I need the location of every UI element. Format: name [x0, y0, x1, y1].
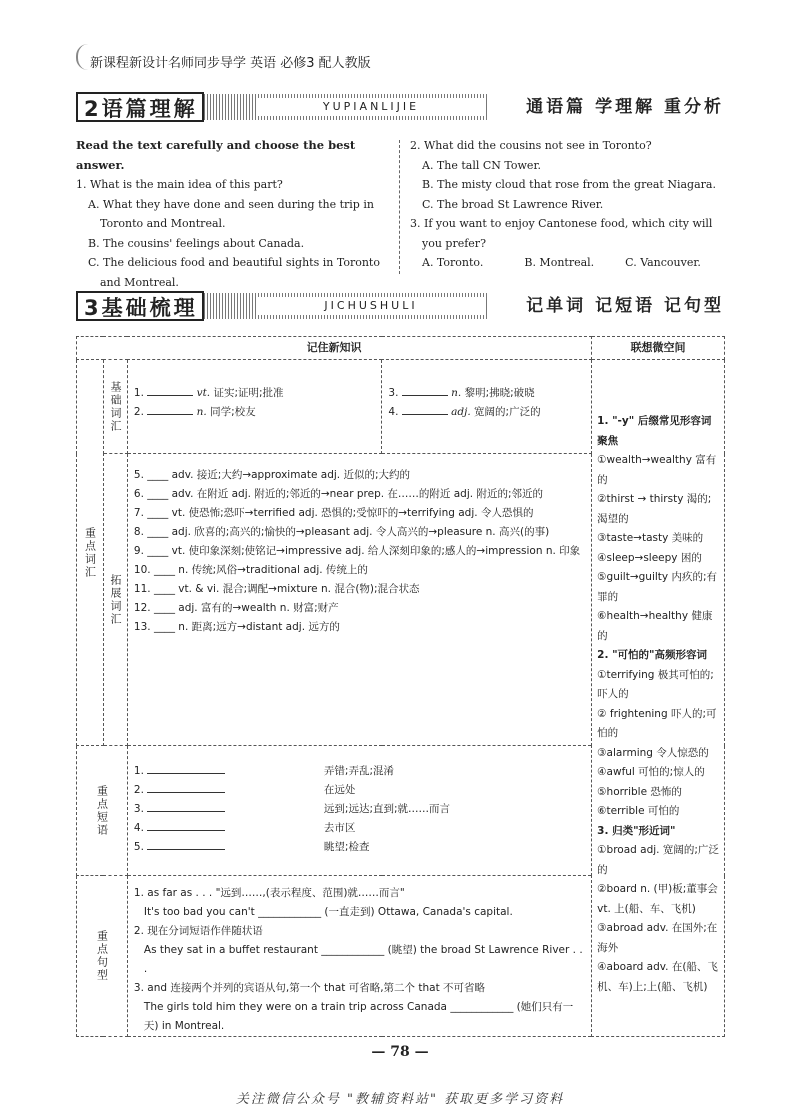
basic-item-2: 2. n. 同学;校友 [134, 403, 381, 422]
q1-option-c: C. The delicious food and beautiful sights in Toronto and Montreal. [88, 256, 380, 289]
section-2-pinyin: YUPIANLIJIE [256, 98, 486, 116]
phrase-item: 3. 远到;远达;直到;就……而言 [134, 800, 585, 819]
association-panel [592, 360, 725, 1037]
side-item: ⑤guilt→guilty 内疚的;有罪的 [597, 571, 717, 603]
basic-item-4: 4. adj. 宽阔的;广泛的 [388, 403, 591, 422]
ext-item: 6. ____ adv. 在附近 adj. 附近的;邻近的→near prep. 在……的附近 adj. 附近的;邻近的 [133, 488, 543, 500]
q2-option-b: B. The misty cloud that rose from the great Niagara. [422, 178, 716, 191]
section-2-label: 2语篇理解 [76, 92, 204, 122]
sentence-example-2: As they sat in a buffet restaurant ____________ (眺望) the broad St Lawrence River . . . [143, 944, 583, 975]
q1-option-b: B. The cousins' feelings about Canada. [88, 236, 305, 250]
sentence-example-1: It's too bad you can't ____________ (一直走到) Ottawa, Canada's capital. [143, 906, 513, 918]
side-item: ③alarming 令人惊恐的 [597, 746, 709, 759]
sub-ext-label: 拓展词汇 [108, 573, 122, 626]
group-vocab-label: 重点词汇 [83, 526, 97, 579]
q1-option-a: A. What they have done and seen during the trip in Toronto and Montreal. [88, 197, 374, 230]
ext-item: 5. ____ adv. 接近;大约→approximate adj. 近似的;大约的 [133, 469, 411, 481]
phrase-item: 4. 去市区 [134, 819, 585, 838]
header-bracket [76, 44, 88, 70]
ext-item: 7. ____ vt. 使恐怖;恐吓→terrified adj. 恐惧的;受惊吓的→terrifying adj. 令人恐惧的 [133, 507, 534, 519]
sentence-rule-3: 3. and 连接两个并列的宾语从句,第一个 that 可省略,第二个 that 不可省略 [133, 982, 486, 994]
question-3: 3. If you want to enjoy Cantonese food, which city will you prefer? [410, 217, 713, 250]
ext-vocab-list [127, 454, 591, 746]
section-2-banner [76, 92, 724, 122]
side-item: ①terrifying 极其可怕的;吓人的 [597, 668, 714, 700]
side-item: ④sleep→sleepy 困的 [597, 551, 702, 564]
side-item: ④awful 可怕的;惊人的 [597, 766, 705, 778]
section-3-pinyin: JICHUSHULI [256, 297, 486, 315]
q2-option-c: C. The broad St Lawrence River. [422, 197, 604, 211]
basic-item-3: 3. n. 黎明;拂晓;破晓 [388, 384, 591, 403]
phrase-item: 2. 在远处 [134, 781, 585, 800]
phrase-list [127, 746, 591, 876]
side-head-1: 1. "-y" 后缀常见形容词聚焦 [597, 415, 712, 447]
table-head-right: 联想微空间 [592, 337, 725, 360]
side-item: ④aboard adv. 在(船、飞机、车)上;上(船、飞机) [597, 961, 718, 993]
side-item: ⑥terrible 可怕的 [597, 805, 680, 817]
q3-option-a: A. Toronto. [422, 256, 484, 269]
knowledge-table [76, 336, 725, 1037]
group-phrase-label: 重点短语 [95, 784, 109, 837]
ext-item: 12. ____ adj. 富有的→wealth n. 财富;财产 [133, 602, 339, 614]
side-item: ⑥health→healthy 健康的 [597, 610, 713, 642]
q3-option-b: B. Montreal. [524, 256, 595, 269]
section-3-label: 3基础梳理 [76, 291, 204, 321]
book-title: 新课程新设计名师同步导学 英语 必修3 配人教版 [90, 56, 371, 71]
phrase-item: 5. 眺望;检查 [134, 838, 585, 857]
ext-item: 8. ____ adj. 欣喜的;高兴的;愉快的→pleasant adj. 令人高兴的→pleasure n. 高兴(的事) [133, 526, 550, 538]
sentence-rule-2: 2. 现在分词短语作伴随状语 [133, 925, 263, 937]
side-item: ③abroad adv. 在国外;在海外 [597, 922, 718, 954]
sentence-rule-1: 1. as far as . . . "远到……,(表示程度、范围)就……而言" [133, 887, 405, 899]
section-2-subtitle: 通语篇 学理解 重分析 [488, 94, 724, 120]
table-head-left: 记住新知识 [77, 337, 592, 360]
section-3-banner [76, 291, 724, 321]
ext-item: 13. ____ n. 距离;远方→distant adj. 远方的 [133, 621, 340, 633]
ext-item: 10. ____ n. 传统;风俗→traditional adj. 传统上的 [133, 564, 368, 576]
phrase-item: 1. 弄错;弄乱;混淆 [134, 762, 585, 781]
side-head-3: 3. 归类"形近词" [597, 824, 676, 837]
footer-note: 关注微信公众号 "教辅资料站" 获取更多学习资料 [235, 1092, 565, 1107]
side-item: ②thirst → thirsty 渴的;渴望的 [597, 493, 712, 525]
ext-item: 11. ____ vt. & vi. 混合;调配→mixture n. 混合(物);混合状态 [133, 583, 420, 595]
ext-item: 9. ____ vt. 使印象深刻;使铭记→impressive adj. 给人深刻印象的;感人的→impression n. 印象 [133, 545, 581, 557]
side-item: ② frightening 吓人的;可怕的 [597, 707, 717, 739]
q2-option-a: A. The tall CN Tower. [422, 158, 541, 172]
sentence-list [127, 876, 591, 1037]
side-head-2: 2. "可怕的"高频形容词 [597, 649, 708, 661]
side-item: ①broad adj. 宽阔的;广泛的 [597, 844, 719, 876]
question-2: 2. What did the cousins not see in Toronto? [410, 139, 652, 152]
question-1: 1. What is the main idea of this part? [76, 178, 283, 191]
group-sent-label: 重点句型 [95, 930, 109, 982]
side-item: ⑤horrible 恐怖的 [597, 785, 682, 798]
reading-instruction: Read the text carefully and choose the best answer. [76, 138, 356, 172]
basic-item-1: 1. vt. 证实;证明;批准 [134, 384, 381, 403]
side-item: ③taste→tasty 美味的 [597, 532, 704, 544]
sentence-example-3: The girls told him they were on a train trip across Canada ____________ (她们只有一天) in Montreal. [143, 1001, 574, 1032]
section-3-subtitle: 记单词 记短语 记句型 [488, 293, 724, 319]
page-number: — 78 — [371, 1044, 429, 1060]
side-item: ①wealth→wealthy 富有的 [597, 454, 717, 486]
side-item: ②board n. (甲)板;董事会 vt. 上(船、车、飞机) [597, 883, 718, 915]
q3-option-c: C. Vancouver. [625, 256, 701, 269]
sub-basic-label: 基础词汇 [108, 380, 122, 433]
